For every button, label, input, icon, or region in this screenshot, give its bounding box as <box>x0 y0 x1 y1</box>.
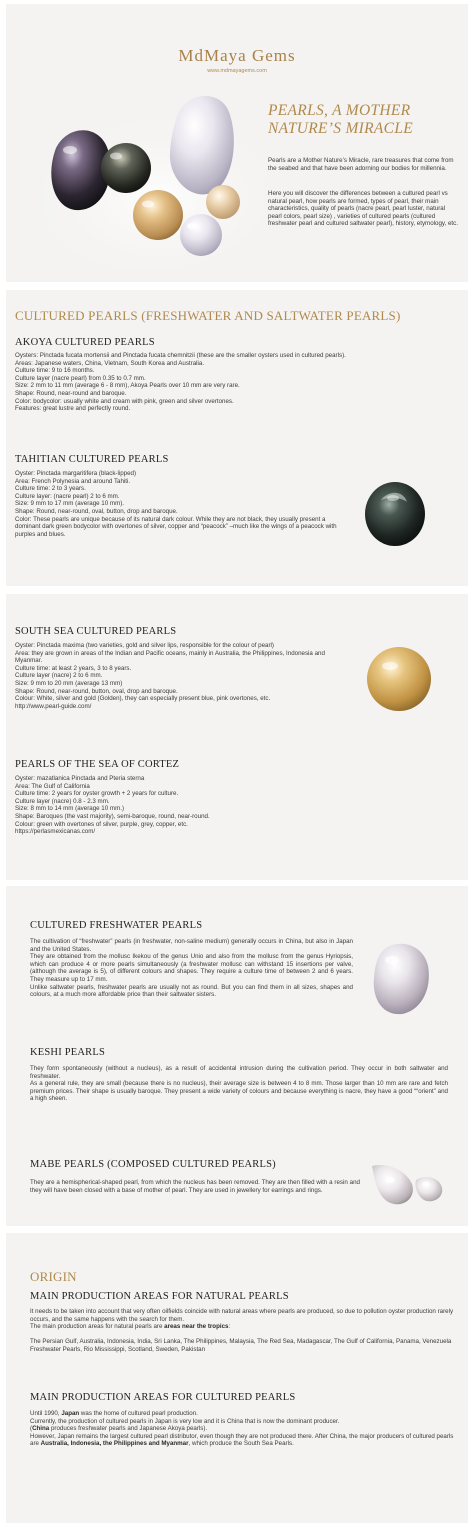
page-title-line2: NATURE’S MIRACLE <box>268 120 414 137</box>
producers-emphasis: Australia, Indonesia, the Philippines and Myanmar <box>40 1440 189 1448</box>
freshwater-paragraph: They are obtained from the mollusc Ikekou of the genus Unio and also from the mollusc from the genus Hyriopsis, which can produce 4 or more pearls simultaneously (a freshwater mollusc can withstand 15 insertions per valve, (although the average is 5), of different colours and shapes. They require a culture time of between 2 and 6 years. They measure up to 17 mm. <box>30 953 353 983</box>
keshi-text <box>30 1065 448 1103</box>
akoya-line: Areas: Japanese waters, China, Vietnam, South Korea and Australia. <box>15 359 205 367</box>
tahitian-line: Size: 9 mm to 17 mm (average 10 mm). <box>15 500 125 508</box>
mabe-title: MABE PEARLS (COMPOSED CULTURED PEARLS) <box>30 1159 276 1170</box>
cortez-text <box>15 775 455 836</box>
southsea-line: Oyster: Pinctada maxima (two varieties, gold and silver lips, responsible for the colour of pearl) <box>15 642 274 649</box>
natural-list: Freshwater Pearls, Rio Mississippi, Scotland, Sweden, Pakistan <box>30 1345 206 1353</box>
cultured-panel <box>6 290 468 586</box>
akoya-line: Shape: Round, near-round and baroque. <box>15 389 127 397</box>
cultured-areas-line: Currently, the production of cultured pearls in Japan is very low and it is China that is now the dominant producer. <box>30 1417 340 1425</box>
freshwater-paragraph: Unlike saltwater pearls, freshwater pearls are usually not as round. But you can find them in all sizes, shapes and colours, at a much more affordable price than their saltwater sisters. <box>30 983 353 999</box>
page-title <box>268 102 458 138</box>
akoya-title: AKOYA CULTURED PEARLS <box>15 337 155 348</box>
freshwater-text <box>30 938 353 999</box>
section-title-origin: ORIGIN <box>30 1269 77 1284</box>
cultured-areas-line <box>30 1410 454 1418</box>
cultured-areas-text <box>30 1410 454 1448</box>
spacer <box>30 1331 454 1339</box>
intro-paragraph-1: Pearls are a Mother Nature’s Miracle, rare treasures that come from the seabed and that have been adorning our bodies for millennia. <box>268 157 454 172</box>
cortez-line: Area: The Gulf of California <box>15 782 90 790</box>
intro-paragraph-2: Here you will discover the differences between a cultured pearl vs natural pearl, how pearls are formed, types of pearl, their main characteristics, quality of pearls (nacre pearl, pearl luster, natural pearl colors, pearl size) , varieties of cultured pearls (cultured freshwater pearl and cultured saltwater pearl), history, etymology, etc. <box>268 190 458 228</box>
japan-emphasis: Japan <box>61 1410 80 1417</box>
cortez-line: Shape: Baroques (the vast majority), semi-baroque, round, near-round. <box>15 812 210 820</box>
mabe-pearl-image <box>366 1156 446 1211</box>
akoya-text <box>15 352 459 413</box>
c4-text-end: , which produce the South Sea Pearls. <box>188 1440 294 1448</box>
pearls-illustration <box>8 80 263 270</box>
brand-name: MdMaya Gems <box>178 46 296 65</box>
page-title-line1: PEARLS, A MOTHER <box>268 102 411 119</box>
akoya-line: Oysters: Pinctada fucata mortensii and Pinctada fucata chemnitzii (these are the smaller oysters used in cultured pearls). <box>15 352 346 359</box>
freshwater-paragraph: The cultivation of “freshwater” pearls (in freshwater, non-saline medium) generally occurs in China, but also in Japan and the United States. <box>30 938 353 953</box>
tahitian-line: Shape: Round, near-round, oval, button, drop and baroque. <box>15 507 178 515</box>
natural-areas-title: MAIN PRODUCTION AREAS FOR NATURAL PEARLS <box>30 1291 289 1302</box>
tropics-emphasis: areas near the tropics <box>164 1323 229 1331</box>
tahitian-line: Culture time: 2 to 3 years. <box>15 485 86 493</box>
cortez-line: Colour: green with overtones of silver, purple, grey, copper, etc. <box>15 820 188 828</box>
southsea-panel <box>6 594 468 880</box>
mabe-text <box>30 1179 360 1194</box>
natural-list: The Persian Gulf, Australia, Indonesia, India, Sri Lanka, The Philippines, Malaysia, The Red Sea, Madagascar, The Gulf of California, Panama, Venezuela <box>30 1338 452 1346</box>
southsea-title: SOUTH SEA CULTURED PEARLS <box>15 626 177 637</box>
tahitian-pearl-image <box>359 470 431 550</box>
tahitian-line: Area: French Polynesia and around Tahiti. <box>15 477 131 485</box>
akoya-line: Features: great lustre and perfectly round. <box>15 405 131 413</box>
keshi-title: KESHI PEARLS <box>30 1047 106 1058</box>
akoya-line: Culture time: 9 to 16 months. <box>15 367 95 375</box>
southsea-link[interactable]: http://www.pearl-guide.com/ <box>15 702 92 710</box>
c3-open: ( <box>30 1425 33 1433</box>
freshwater-title: CULTURED FRESHWATER PEARLS <box>30 920 203 931</box>
tahitian-line: Oyster: Pinctada margaritifera (black-lipped) <box>15 470 137 477</box>
freshwater-pearl-image <box>368 938 434 1018</box>
keshi-paragraph: As a general rule, they are small (because there is no nucleus), their average size is between 4 to 8 mm. Those larger than 10 mm are rare and fetch premium prices. Their shape is usually baroque. They present a wide variety of colours and because everything is nacre, they have a good ““orient” and a high sheen. <box>30 1080 448 1103</box>
section-title-cultured: CULTURED PEARLS (FRESHWATER AND SALTWATER PEARLS) <box>15 308 401 323</box>
natural-p2-text: The main production areas for natural pearls are <box>30 1323 165 1331</box>
origin-panel <box>6 1233 468 1523</box>
akoya-line: Size: 2 mm to 11 mm (average 6 - 8 mm), Akoya Pearls over 10 mm are very rare. <box>15 382 240 390</box>
tahitian-title: TAHITIAN CULTURED PEARLS <box>15 454 169 465</box>
cortez-line: Culture time: 2 years for oyster growth + 2 years for culture. <box>15 790 179 798</box>
c1-text-end: was the home of cultured pearl production. <box>79 1410 198 1417</box>
natural-paragraph: It needs to be taken into account that very often oilfields coincide with natural areas where pearls are produced, so due to pollution oyster production rarely occurs, and the same happens with the search for them. <box>30 1308 454 1323</box>
cultured-areas-title: MAIN PRODUCTION AREAS FOR CULTURED PEARLS <box>30 1392 296 1403</box>
c3-text: produces freshwater pearls and Japanese Akoya pearls). <box>49 1425 208 1433</box>
akoya-line: Color: bodycolor: usually white and cream with pink, green and silver overtones. <box>15 397 234 405</box>
tahitian-line: Culture layer: (nacre pearl) 2 to 6 mm. <box>15 492 120 500</box>
cortez-title: PEARLS OF THE SEA OF CORTEZ <box>15 759 180 770</box>
freshwater-panel <box>6 886 468 1226</box>
natural-paragraph <box>30 1323 454 1331</box>
header-panel <box>6 4 468 282</box>
cortez-link[interactable]: https://perlasmexicanas.com/ <box>15 828 96 836</box>
akoya-line: Culture layer (nacre pearl) from 0.35 to 0.7 mm. <box>15 374 146 382</box>
natural-areas-text <box>30 1308 454 1354</box>
cultured-areas-line <box>30 1433 454 1448</box>
southsea-text <box>15 642 353 710</box>
natural-p2-colon: : <box>228 1323 231 1331</box>
southsea-line: Culture layer (nacre) 2 to 6 mm. <box>15 672 103 680</box>
keshi-paragraph: They form spontaneously (without a nucleus), as a result of accidental intrusion during the cultivation period. They occur in both saltwater and freshwater. <box>30 1065 448 1080</box>
southsea-pearl-image <box>364 644 434 714</box>
china-emphasis: China <box>32 1425 50 1433</box>
mabe-paragraph: They are a hemispherical-shaped pearl, from which the nucleus has been removed. They are then filled with a resin and they will have been closed with a base of mother of pearl. They are used in jewellery for earrings and rings. <box>30 1179 360 1194</box>
southsea-line: Shape: Round, near-round, button, oval, drop and baroque. <box>15 687 178 695</box>
cortez-line: Size: 8 mm to 14 mm (average 10 mm.) <box>15 805 125 813</box>
c4-text: However, Japan remains the largest cultured pearl distributor, even though they are not produced there. After China, the major producers of cultured pearls are <box>30 1432 454 1448</box>
cultured-areas-line <box>30 1425 454 1433</box>
tahitian-text <box>15 470 347 538</box>
brand-url: www.mdmayagems.com <box>207 68 267 74</box>
southsea-line: Area: they are grown in areas of the Indian and Pacific oceans, mainly in Australia, the Philippines, Indonesia and Myanmar. <box>15 649 325 665</box>
cortez-line: Oyster: mazatlanica Pinctada and Pteria sterna <box>15 775 145 782</box>
southsea-line: Culture time: at least 2 years, 3 to 8 years. <box>15 664 132 672</box>
southsea-line: Size: 9 mm to 20 mm (average 13 mm) <box>15 679 123 687</box>
c1-text: Until 1990, <box>30 1410 62 1417</box>
tahitian-line: Color: These pearls are unique because of its natural dark colour. While they are not black, they usually present a dominant dark green bodycolor with overtones of silver, copper and “peacock” –much like the wings of a peacock with purples and blues. <box>15 515 337 538</box>
southsea-line: Colour: White, silver and gold (Golden), they can especially present blue, pink overtones, etc. <box>15 695 271 703</box>
cortez-line: Culture layer (nacre) 0.8 - 2.3 mm. <box>15 797 110 805</box>
